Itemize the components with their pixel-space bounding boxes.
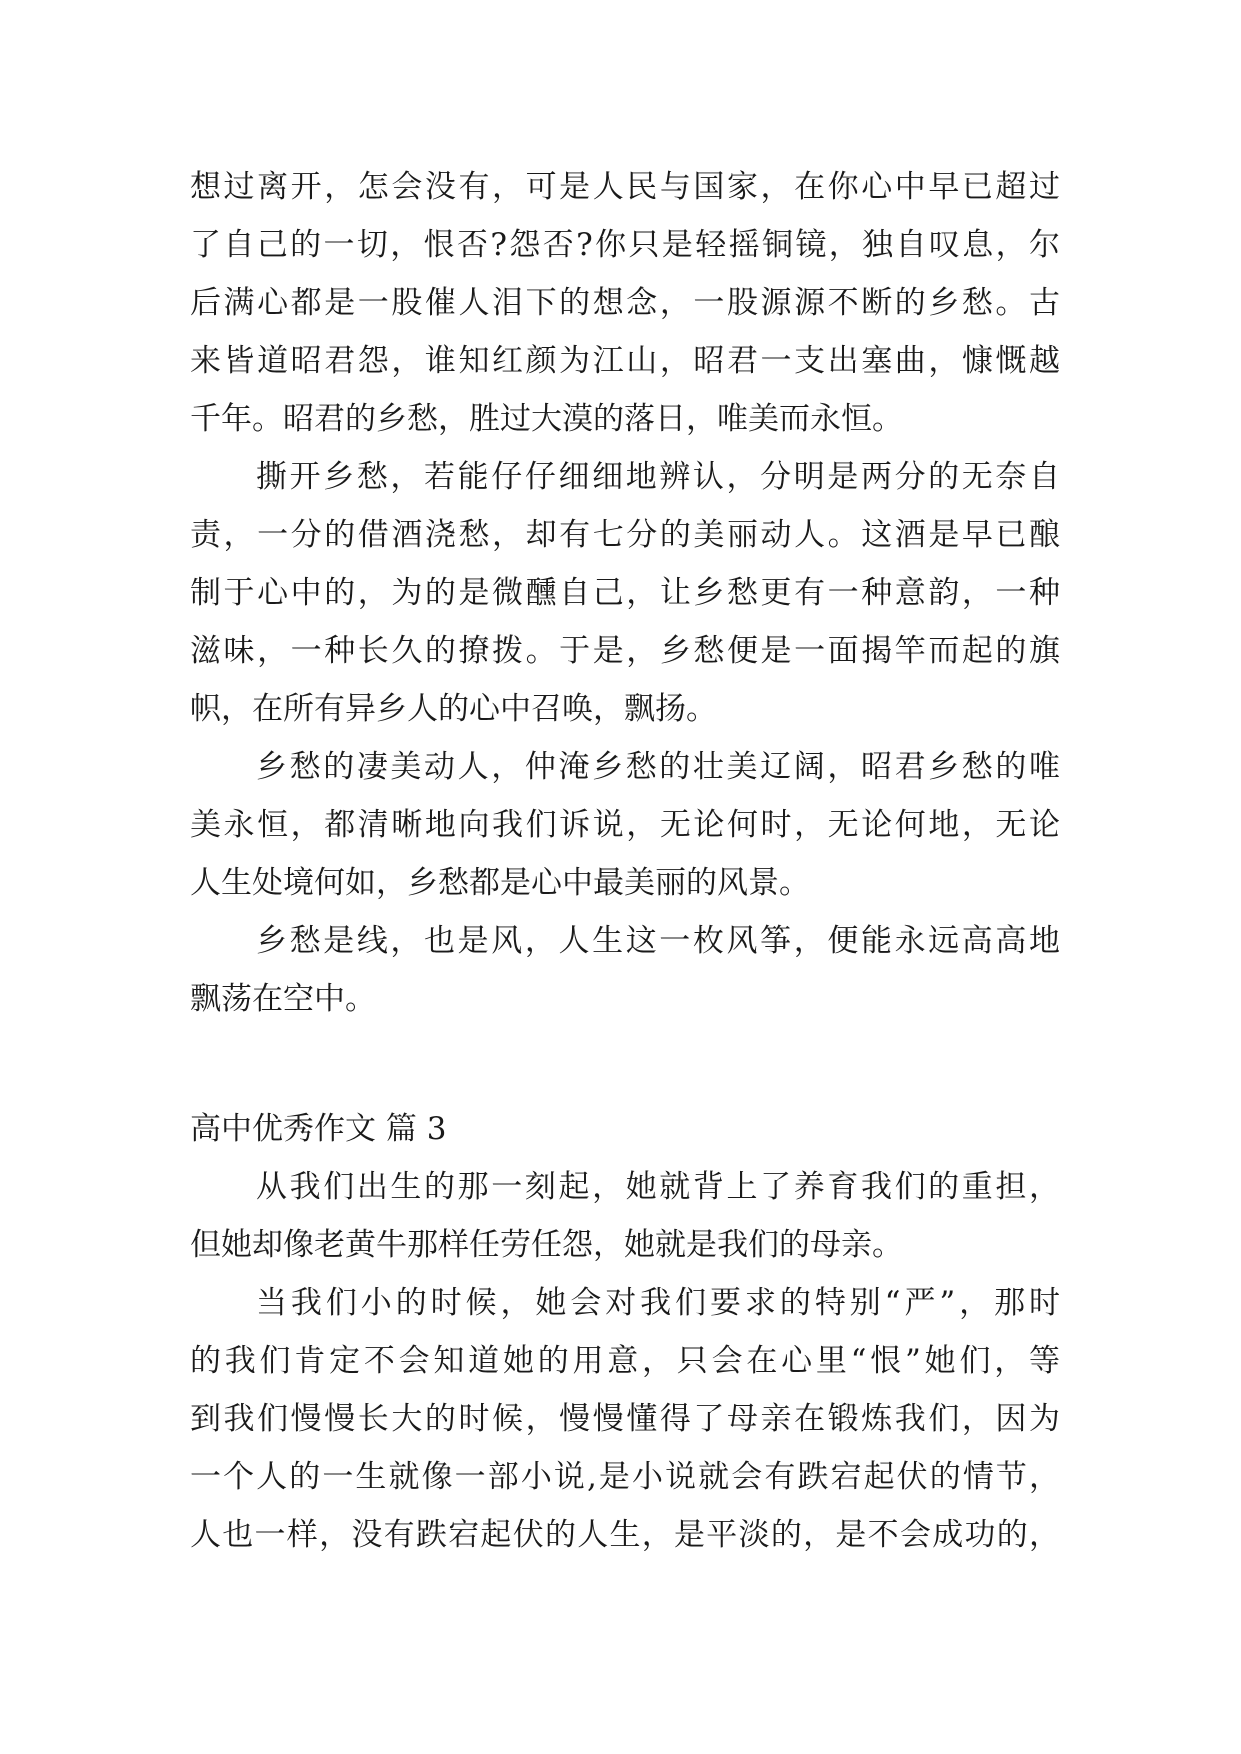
- section-heading: 高中优秀作文 篇 3: [190, 1111, 447, 1147]
- text-line: 人生处境何如，乡愁都是心中最美丽的风景。: [190, 865, 810, 901]
- text-line: 人也一样，没有跌宕起伏的人生，是平淡的，是不会成功的，: [190, 1517, 1060, 1553]
- paragraph: [190, 1158, 1060, 1274]
- text-line: 滋味，一种长久的撩拨。于是，乡愁便是一面揭竿而起的旗: [190, 633, 1060, 669]
- text-line: 美永恒，都清晰地向我们诉说，无论何时，无论何地，无论: [190, 807, 1060, 843]
- paragraph: [190, 738, 1060, 912]
- text-line: 一个人的一生就像一部小说,是小说就会有跌宕起伏的情节，: [190, 1459, 1060, 1495]
- text-line: 从我们出生的那一刻起，她就背上了养育我们的重担，: [256, 1169, 1060, 1205]
- paragraph: [190, 912, 1060, 1028]
- text-line: 千年。昭君的乡愁，胜过大漠的落日，唯美而永恒。: [190, 401, 903, 437]
- text-line: 乡愁的凄美动人，仲淹乡愁的壮美辽阔，昭君乡愁的唯: [256, 749, 1060, 785]
- section-spacer: [190, 1028, 1060, 1100]
- text-line: 了自己的一切，恨否?怨否?你只是轻摇铜镜，独自叹息，尔: [190, 227, 1060, 263]
- text-line: 撕开乡愁，若能仔仔细细地辨认，分明是两分的无奈自: [256, 459, 1060, 495]
- text-line: 当我们小的时候，她会对我们要求的特别“严”，那时: [256, 1285, 1060, 1321]
- text-line: 责，一分的借酒浇愁，却有七分的美丽动人。这酒是早已酿: [190, 517, 1060, 553]
- text-line: 但她却像老黄牛那样任劳任怨，她就是我们的母亲。: [190, 1227, 903, 1263]
- paragraph: [190, 158, 1060, 448]
- text-line: 的我们肯定不会知道她的用意，只会在心里“恨”她们，等: [190, 1343, 1060, 1379]
- text-line: 飘荡在空中。: [190, 981, 376, 1017]
- text-line: 想过离开，怎会没有，可是人民与国家，在你心中早已超过: [190, 169, 1060, 205]
- paragraph: [190, 1274, 1060, 1564]
- document-body: [190, 158, 1060, 1564]
- text-line: 后满心都是一股催人泪下的想念，一股源源不断的乡愁。古: [190, 285, 1060, 321]
- text-line: 来皆道昭君怨，谁知红颜为江山，昭君一支出塞曲，慷慨越: [190, 343, 1060, 379]
- paragraph: [190, 448, 1060, 738]
- text-line: 帜，在所有异乡人的心中召唤，飘扬。: [190, 691, 717, 727]
- text-line: 乡愁是线，也是风，人生这一枚风筝，便能永远高高地: [256, 923, 1060, 959]
- text-line: 制于心中的，为的是微醺自己，让乡愁更有一种意韵，一种: [190, 575, 1060, 611]
- text-line: 到我们慢慢长大的时候，慢慢懂得了母亲在锻炼我们，因为: [190, 1401, 1060, 1437]
